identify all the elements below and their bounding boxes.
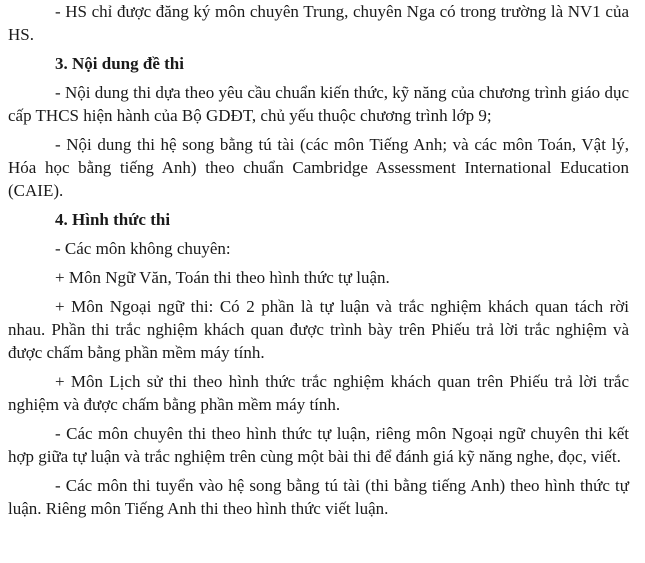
paragraph-dual-diploma-format: - Các môn thi tuyển vào hệ song bằng tú tài (thi bằng tiếng Anh) theo hình thức tự luận. Riêng môn Tiếng Anh thi theo hình thức viết luận. <box>8 476 629 518</box>
paragraph-history: + Môn Lịch sử thi theo hình thức trắc nghiệm khách quan trên Phiếu trả lời trắc nghiệm và được chấm bằng phần mềm máy tính. <box>8 372 629 414</box>
paragraph-registration-note: - HS chỉ được đăng ký môn chuyên Trung, chuyên Nga có trong trường là NV1 của HS. <box>8 2 629 44</box>
paragraph-literature-math: + Môn Ngữ Văn, Toán thi theo hình thức tự luận. <box>55 268 390 287</box>
paragraph-content-curriculum: - Nội dung thi dựa theo yêu cầu chuẩn kiến thức, kỹ năng của chương trình giáo dục cấp THCS hiện hành của Bộ GDĐT, chủ yếu thuộc chương trình lớp 9; <box>8 83 629 125</box>
paragraph-specialized-subjects: - Các môn chuyên thi theo hình thức tự luận, riêng môn Ngoại ngữ chuyên thi kết hợp giữa tự luận và trắc nghiệm trên cùng một bài thi để đánh giá kỹ năng nghe, đọc, viết. <box>8 424 629 466</box>
section-heading-exam-format: 4. Hình thức thi <box>55 210 171 229</box>
section-heading-exam-content: 3. Nội dung đề thi <box>55 54 184 73</box>
paragraph-non-specialized-subjects: - Các môn không chuyên: <box>55 239 231 258</box>
paragraph-foreign-language: + Môn Ngoại ngữ thi: Có 2 phần là tự luận và trắc nghiệm khách quan tách rời nhau. Phần thi trắc nghiệm khách quan được trình bày trên Phiếu trả lời trắc nghiệm và được chấm bằng phần mềm máy tính. <box>8 297 629 362</box>
paragraph-content-dual-diploma: - Nội dung thi hệ song bằng tú tài (các môn Tiếng Anh; và các môn Toán, Vật lý, Hóa học bằng tiếng Anh) theo chuẩn Cambridge Assessment International Education (CAIE). <box>8 135 629 200</box>
